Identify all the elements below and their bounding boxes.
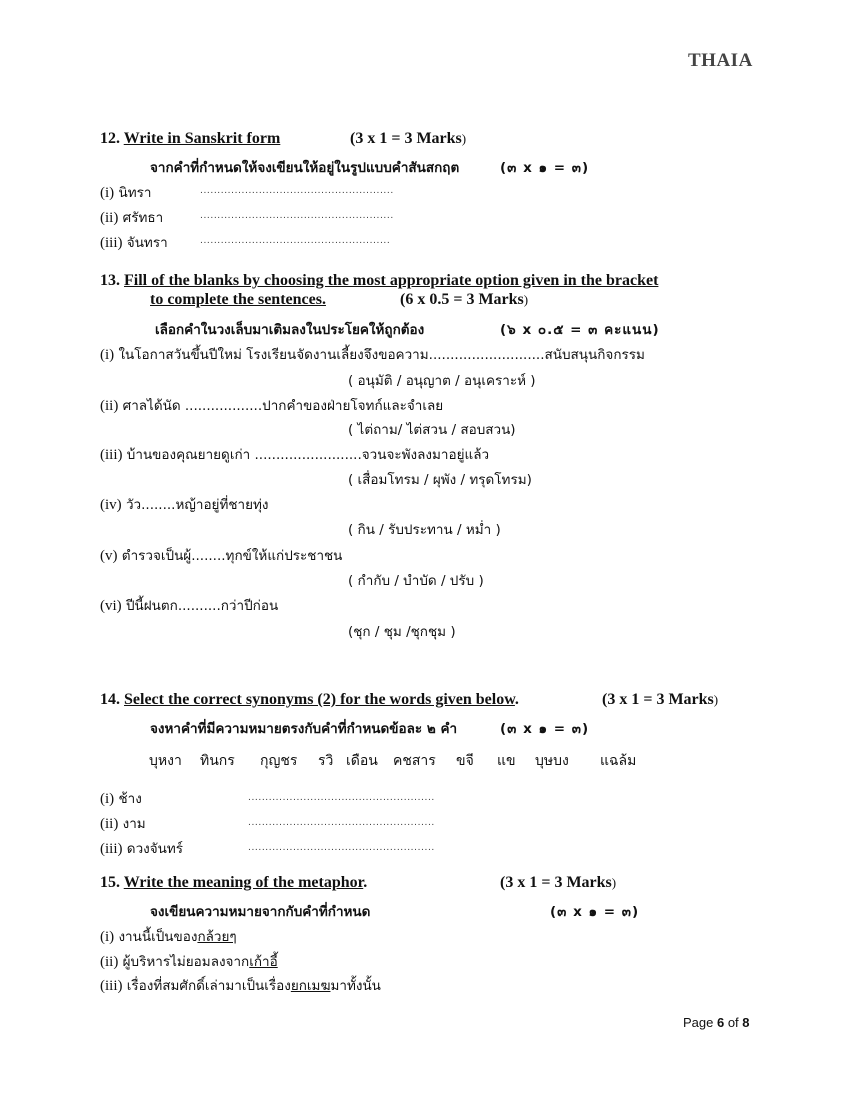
item-text-end: มาทั้งนั้น [330, 978, 381, 994]
q12-item-2 [100, 206, 163, 228]
q14-title-text: Select the correct synonyms (2) for the words given below [124, 691, 515, 708]
q15-title-end: . [363, 874, 368, 891]
q14-item-3 [100, 837, 183, 859]
total-pages: 8 [742, 1015, 750, 1030]
q14-item-2-blank[interactable]: ...................................................... [248, 818, 435, 828]
q13-item-3 [100, 443, 489, 465]
q13-item-2-options: ( ไต่ถาม/ ไต่สวน / สอบสวน) [348, 422, 516, 438]
q14-number: 14. [100, 691, 120, 708]
q13-number-dot: . [116, 272, 120, 289]
item-text: เรื่องที่สมศักดิ์เล่ามาเป็นเรื่อง [126, 978, 291, 994]
word-bank-item: รวิ [318, 753, 334, 769]
q14-word-bank [0, 750, 850, 774]
q13-item-1 [100, 343, 645, 365]
word-bank-item: ทินกร [200, 753, 235, 769]
q13-item-5 [100, 544, 342, 566]
item-number: (iii) [100, 235, 123, 251]
q15-item-3 [100, 974, 381, 996]
item-sentence: ตำรวจเป็นผู้........ทุกข์ให้แก่ประชาชน [121, 548, 343, 564]
q12-title-text: Write in Sanskrit form [123, 130, 281, 147]
item-number: (iii) [100, 841, 123, 857]
q13-title [100, 272, 658, 290]
item-number: (i) [100, 347, 115, 363]
q15-number: 15. [100, 874, 120, 891]
item-number: (v) [100, 548, 118, 564]
q12-instruction: จากคำที่กำหนดให้จงเขียนให้อยู่ในรูปแบบคำสันสกฤต [150, 160, 460, 176]
item-word: ศรัทธา [122, 210, 164, 226]
metaphor-word: เก้าอี้ [249, 954, 278, 970]
q13-item-4-options: ( กิน / รับประทาน / หม่ำ ) [348, 522, 501, 538]
q14-title [100, 691, 519, 709]
item-text: ผู้บริหารไม่ยอมลงจาก [122, 954, 250, 970]
item-word: ดวงจันทร์ [126, 841, 184, 857]
word-bank-item: บุหงา [149, 753, 182, 769]
q13-marks-text: 6 x 0.5 = 3 Marks [405, 291, 524, 308]
item-sentence: วัว........หญ้าอยู่ที่ชายทุ่ง [125, 497, 269, 513]
q14-item-3-blank[interactable]: ...................................................... [248, 843, 435, 853]
item-word: จันทรา [126, 235, 168, 251]
subject-code: THAIA [688, 50, 753, 71]
word-bank-item: แข [497, 753, 516, 769]
q12-item-1 [100, 181, 151, 203]
item-number: (ii) [100, 816, 119, 832]
item-word: ช้าง [118, 791, 142, 807]
q13-item-3-options: ( เสื่อมโทรม / ผุพัง / ทรุดโทรม) [348, 472, 532, 488]
q12-title [100, 130, 280, 148]
q12-item-3 [100, 231, 168, 253]
q14-item-1-blank[interactable]: ...................................................... [248, 793, 435, 803]
item-number: (ii) [100, 398, 119, 414]
q13-title-line1: Fill of the blanks by choosing the most appropriate option given in the bracket [124, 272, 659, 289]
q12-thai-marks: (๓ x ๑ = ๓) [500, 160, 590, 176]
q13-item-5-options: ( กำกับ / บำบัด / ปรับ ) [348, 573, 484, 589]
word-bank-item: แฉล้ม [600, 753, 637, 769]
item-number: (iii) [100, 978, 123, 994]
q14-item-2 [100, 812, 146, 834]
q13-title-line2: to complete the sentences. [150, 291, 326, 308]
q13-marks: (6 x 0.5 = 3 Marks) [400, 291, 529, 308]
metaphor-word: กล้วยๆ [197, 929, 237, 945]
item-text: งานนี้เป็นของ [118, 929, 198, 945]
item-word: งาม [122, 816, 146, 832]
item-number: (i) [100, 185, 115, 201]
q13-item-1-options: ( อนุมัติ / อนุญาต / อนุเคราะห์ ) [348, 373, 536, 389]
q15-title-text: Write the meaning of the metaphor [123, 874, 364, 891]
q13-number: 13 [100, 272, 116, 289]
q14-title-end: . [514, 691, 519, 708]
q13-instruction: เลือกคำในวงเล็บมาเติมลงในประโยคให้ถูกต้อง [155, 322, 425, 338]
q14-item-1 [100, 787, 142, 809]
q13-item-6 [100, 594, 278, 616]
item-number: (ii) [100, 954, 119, 970]
q12-item-1-blank[interactable]: ........................................................ [200, 186, 394, 196]
item-sentence: ศาลได้นัด ..................ปากคำของฝ่ายโจทก์และจำเลย [122, 398, 444, 414]
item-sentence: ในโอกาสวันขึ้นปีใหม่ โรงเรียนจัดงานเลี้ยงจึงขอความ...........................สนับสนุนกิจกรรม [118, 347, 645, 363]
item-number: (ii) [100, 210, 119, 226]
word-bank-item: บุษบง [535, 753, 569, 769]
q15-instruction: จงเขียนความหมายจากกับคำที่กำหนด [150, 904, 371, 920]
q15-item-2 [100, 950, 278, 972]
item-number: (i) [100, 929, 115, 945]
q14-marks-text: 3 x 1 = 3 Marks [607, 691, 714, 708]
q13-item-2 [100, 394, 443, 416]
metaphor-word: ยกเมฆ [290, 978, 331, 994]
current-page: 6 [716, 1015, 725, 1030]
q12-marks: (3 x 1 = 3 Marks) [350, 130, 467, 147]
q15-thai-marks: (๓ x ๑ = ๓) [550, 904, 640, 920]
item-sentence: ปีนี้ฝนตก..........กว่าปีก่อน [125, 598, 279, 614]
q12-item-2-blank[interactable]: ........................................................ [200, 211, 394, 221]
word-bank-item: ขจี [456, 753, 474, 769]
q15-marks: (3 x 1 = 3 Marks) [500, 874, 617, 891]
item-number: (iv) [100, 497, 122, 513]
q13-item-6-options: (ชุก / ชุม /ชุกชุม ) [348, 624, 456, 640]
q15-marks-text: 3 x 1 = 3 Marks [505, 874, 612, 891]
word-bank-item: กุญชร [260, 753, 298, 769]
q14-instruction: จงหาคำที่มีความหมายตรงกับคำที่กำหนดข้อละ ๒ คำ [150, 721, 458, 737]
q14-marks: (3 x 1 = 3 Marks) [602, 691, 719, 708]
page-prefix: Page [683, 1015, 717, 1030]
q13-title-cont [150, 291, 326, 309]
word-bank-item: เดือน [346, 753, 378, 769]
q13-thai-marks: (๖ x ๐.๕ = ๓ คะแนน) [500, 322, 660, 338]
word-bank-item: คชสาร [393, 753, 436, 769]
item-number: (iii) [100, 447, 123, 463]
page-number [683, 1015, 750, 1030]
q15-item-1 [100, 925, 237, 947]
q15-title [100, 874, 367, 892]
item-word: นิทรา [118, 185, 152, 201]
item-number: (i) [100, 791, 115, 807]
item-sentence: บ้านของคุณยายดูเก่า .........................จวนจะพังลงมาอยู่แล้ว [126, 447, 490, 463]
q12-marks-text: 3 x 1 = 3 Marks [355, 130, 462, 147]
q12-item-3-blank[interactable]: ....................................................... [200, 236, 391, 246]
q14-thai-marks: (๓ x ๑ = ๓) [500, 721, 590, 737]
page-of: of [724, 1015, 743, 1030]
item-number: (vi) [100, 598, 122, 614]
q12-number: 12. [100, 130, 120, 147]
q13-item-4 [100, 493, 269, 515]
